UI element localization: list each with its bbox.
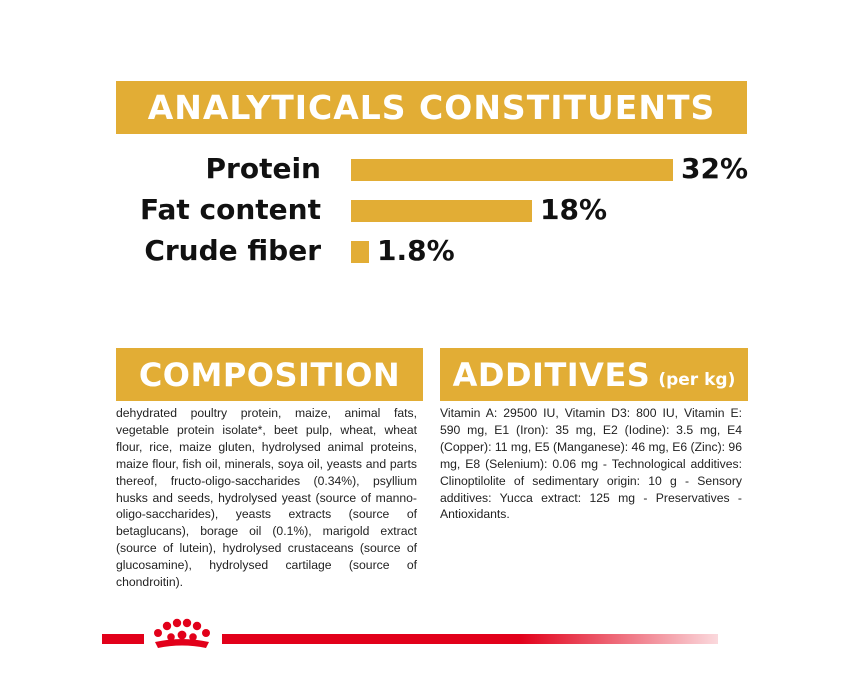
additives-unit: (per kg) xyxy=(658,370,736,390)
composition-banner xyxy=(116,348,423,401)
fat-content-value: 18% xyxy=(540,193,608,226)
protein-bar xyxy=(351,159,673,181)
crown-icon xyxy=(146,616,218,656)
analytics-banner xyxy=(116,81,747,134)
protein-value: 32% xyxy=(681,152,749,185)
composition-title: COMPOSITION xyxy=(138,355,401,394)
fat-content-label: Fat content xyxy=(140,193,321,226)
additives-text: Vitamin A: 29500 IU, Vitamin D3: 800 IU, Vitamin E: 590 mg, E1 (Iron): 35 mg, E2 (Iodine): 3.5 mg, E4 (Copper): 11 mg, E5 (Manganese): 46 mg, E6 (Zinc): 96 mg, E8 (Selenium): 0.06 mg - Technological additives: Clinoptilolite of sedimentary origin: 10 g - Sensory additives: Yucca extract: 125 mg - Preservatives - Antioxidants. xyxy=(440,406,742,522)
crude-fiber-value: 1.8% xyxy=(377,234,455,267)
additives-banner xyxy=(440,348,748,401)
footer-stripe-right xyxy=(222,634,718,644)
protein-label: Protein xyxy=(205,152,321,185)
fat-content-bar xyxy=(351,200,532,222)
composition-text: dehydrated poultry protein, maize, animal fats, vegetable protein isolate*, beet pulp, wheat, wheat flour, rice, maize gluten, hydrolysed animal proteins, maize flour, fish oil, minerals, soya oil, yeasts and parts thereof, fructo-oligo-saccharides (0.34%), psyllium husks and seeds, hydrolysed yeast (source of manno-oligo-saccharides), yeasts extracts (source of betaglucans), borage oil (0.1%), marigold extract (source of lutein), hydrolysed crustaceans (source of glucosamine), hydrolysed cartilage (source of chondroitin). xyxy=(116,406,417,590)
footer-stripe-left xyxy=(102,634,144,644)
crude-fiber-label: Crude fiber xyxy=(144,234,321,267)
additives-title: ADDITIVES xyxy=(452,355,651,394)
crude-fiber-bar xyxy=(351,241,369,263)
analytics-title: ANALYTICALS CONSTITUENTS xyxy=(147,88,716,127)
